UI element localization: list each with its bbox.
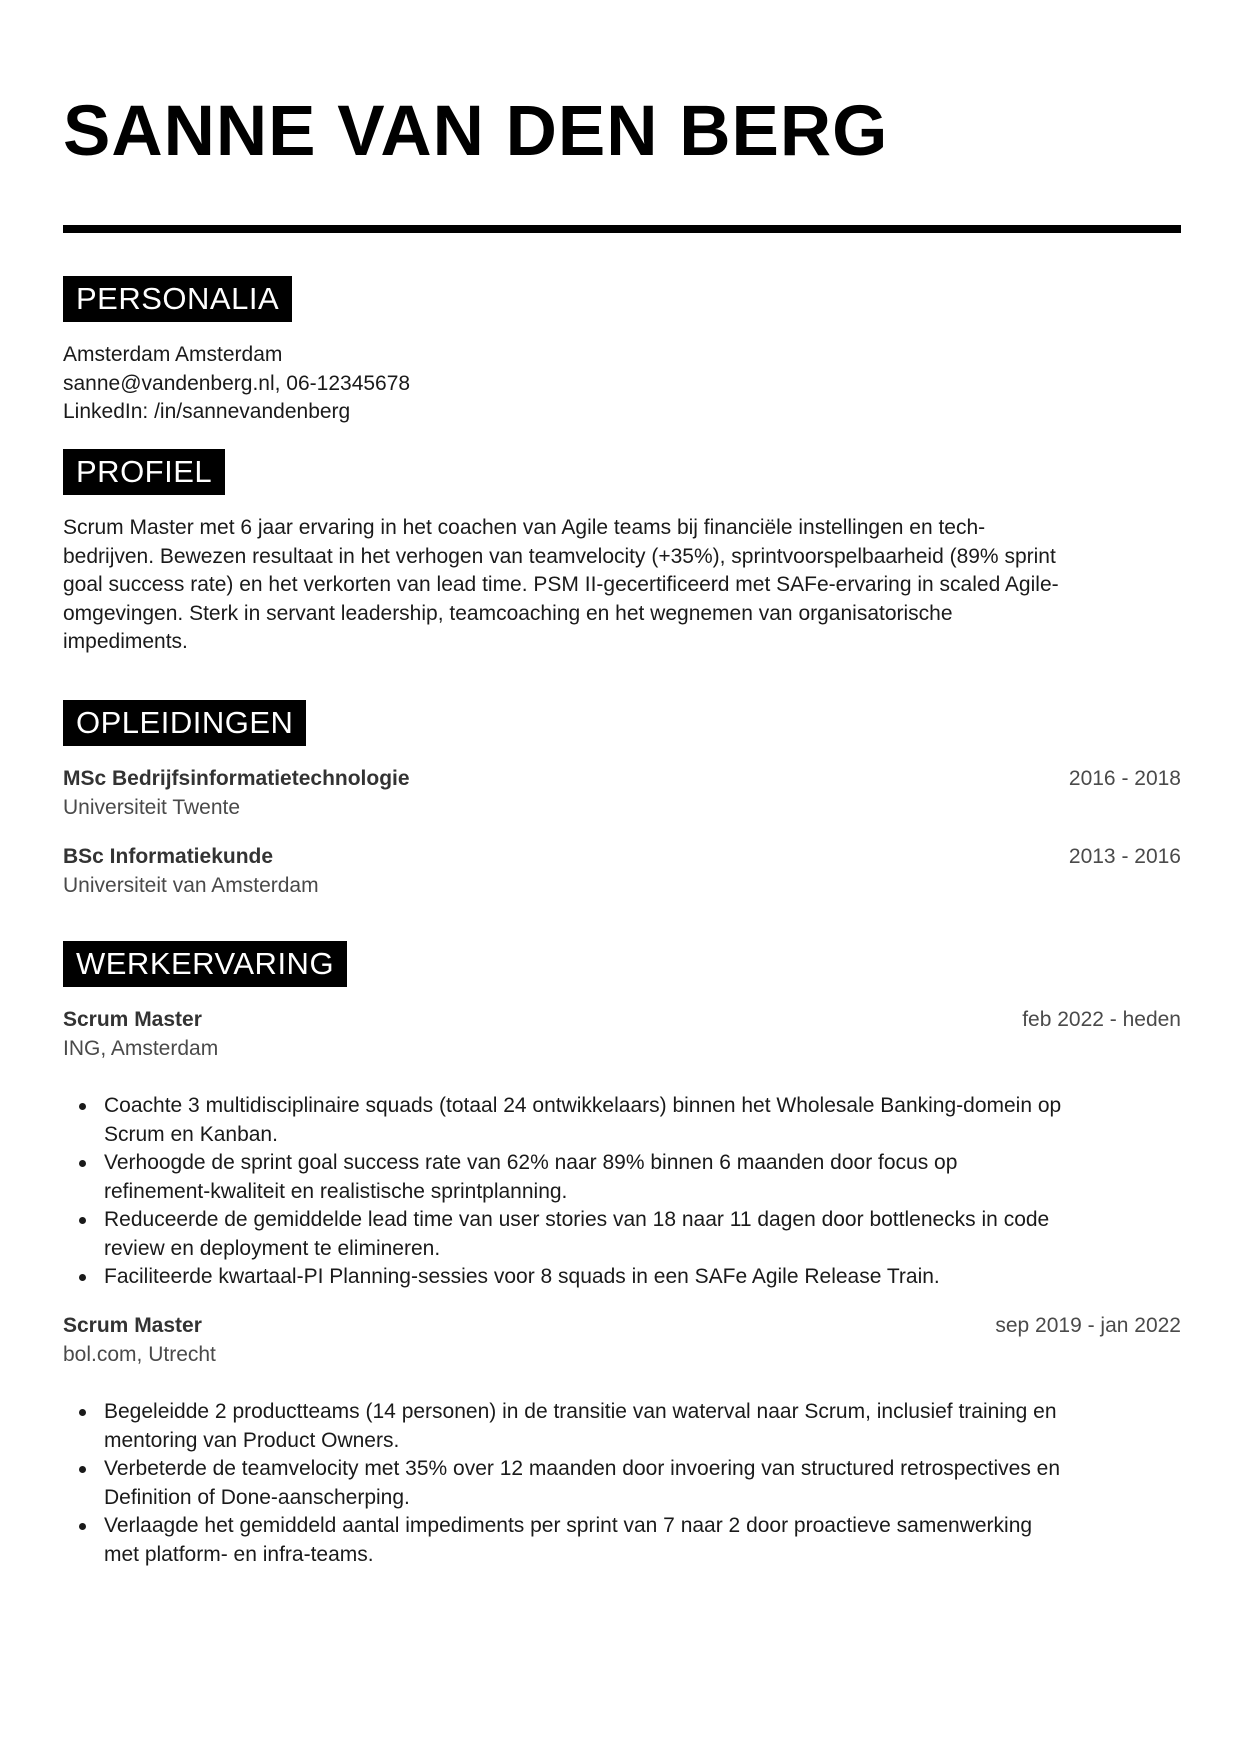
profiel-line: bedrijven. Bewezen resultaat in het verhogen van teamvelocity (+35%), sprintvoorspelbaarheid (89% sprint (63, 544, 1056, 568)
bullet-icon (79, 1523, 86, 1530)
personalia-contact: sanne@vandenberg.nl, 06-12345678 (63, 371, 411, 395)
education-item (63, 765, 1181, 822)
education-institution: Universiteit van Amsterdam (63, 873, 319, 897)
job-title: Scrum Master (63, 1008, 202, 1031)
education-degree: BSc Informatiekunde (63, 845, 274, 868)
profiel-summary (63, 514, 1181, 657)
education-degree: MSc Bedrijfsinformatietechnologie (63, 767, 410, 790)
bullet-icon (79, 1409, 86, 1416)
bullet-icon (79, 1160, 86, 1167)
achievement-item (63, 1455, 1181, 1512)
achievement-line: Reduceerde de gemiddelde lead time van user stories van 18 naar 11 dagen door bottlenecks in code (104, 1208, 1050, 1231)
achievement-line: Verhoogde de sprint goal success rate van 62% naar 89% binnen 6 maanden door focus op (104, 1151, 958, 1174)
personalia-details (63, 341, 1181, 427)
achievement-line: mentoring van Product Owners. (104, 1428, 400, 1452)
achievement-line: Verbeterde de teamvelocity met 35% over 12 maanden door invoering van structured retrospectives en (104, 1457, 1061, 1480)
profiel-line: Scrum Master met 6 jaar ervaring in het coachen van Agile teams bij financiële instellingen en tech- (63, 516, 986, 539)
education-item (63, 843, 1181, 900)
job-period: feb 2022 - heden (1022, 1008, 1181, 1031)
job-entry (63, 1312, 1181, 1369)
job-company: ING, Amsterdam (63, 1036, 219, 1060)
achievement-line: met platform- en infra-teams. (104, 1542, 374, 1566)
achievement-line: Coachte 3 multidisciplinaire squads (totaal 24 ontwikkelaars) binnen het Wholesale Banking-domein op (104, 1094, 1062, 1117)
job-title: Scrum Master (63, 1314, 202, 1337)
achievement-item (63, 1149, 1181, 1206)
education-period: 2013 - 2016 (1068, 845, 1181, 868)
header-divider (63, 225, 1181, 233)
candidate-name: SANNE VAN DEN BERG (63, 92, 889, 171)
personalia-location: Amsterdam Amsterdam (63, 343, 283, 366)
profiel-line: impediments. (63, 630, 188, 653)
bullet-icon (79, 1103, 86, 1110)
section-heading-werkervaring: WERKERVARING (63, 941, 347, 987)
bullet-icon (79, 1466, 86, 1473)
section-heading-profiel: PROFIEL (63, 449, 225, 495)
achievement-item (63, 1512, 1181, 1569)
achievement-line: Verlaagde het gemiddeld aantal impediments per sprint van 7 naar 2 door proactieve samenwerking (104, 1514, 1033, 1537)
education-period: 2016 - 2018 (1068, 767, 1181, 790)
achievement-item (63, 1398, 1181, 1455)
job-entry (63, 1006, 1181, 1063)
achievement-line: refinement-kwaliteit en realistische sprintplanning. (104, 1179, 568, 1203)
achievement-item (63, 1263, 1181, 1292)
job-achievements (63, 1398, 1181, 1569)
achievement-line: Faciliteerde kwartaal-PI Planning-sessies voor 8 squads in een SAFe Agile Release Train. (104, 1265, 940, 1288)
achievement-line: Scrum en Kanban. (104, 1122, 278, 1146)
job-period: sep 2019 - jan 2022 (995, 1314, 1181, 1337)
job-achievements (63, 1092, 1181, 1292)
achievement-line: Begeleidde 2 productteams (14 personen) in de transitie van waterval naar Scrum, inclusief training en (104, 1400, 1057, 1423)
bullet-icon (79, 1217, 86, 1224)
job-company: bol.com, Utrecht (63, 1342, 216, 1366)
section-heading-personalia: PERSONALIA (63, 276, 292, 322)
education-institution: Universiteit Twente (63, 795, 241, 819)
achievement-item (63, 1092, 1181, 1149)
personalia-linkedin: LinkedIn: /in/sannevandenberg (63, 400, 351, 423)
profiel-line: goal success rate) en het verkorten van lead time. PSM II-gecertificeerd met SAFe-ervaring in scaled Agile- (63, 573, 1059, 596)
achievement-line: review en deployment te elimineren. (104, 1236, 441, 1260)
achievement-item (63, 1206, 1181, 1263)
bullet-icon (79, 1274, 86, 1281)
section-heading-opleidingen: OPLEIDINGEN (63, 700, 306, 746)
achievement-line: Definition of Done-aanscherping. (104, 1485, 410, 1509)
profiel-line: omgevingen. Sterk in servant leadership, teamcoaching en het wegnemen van organisatorische (63, 601, 953, 625)
